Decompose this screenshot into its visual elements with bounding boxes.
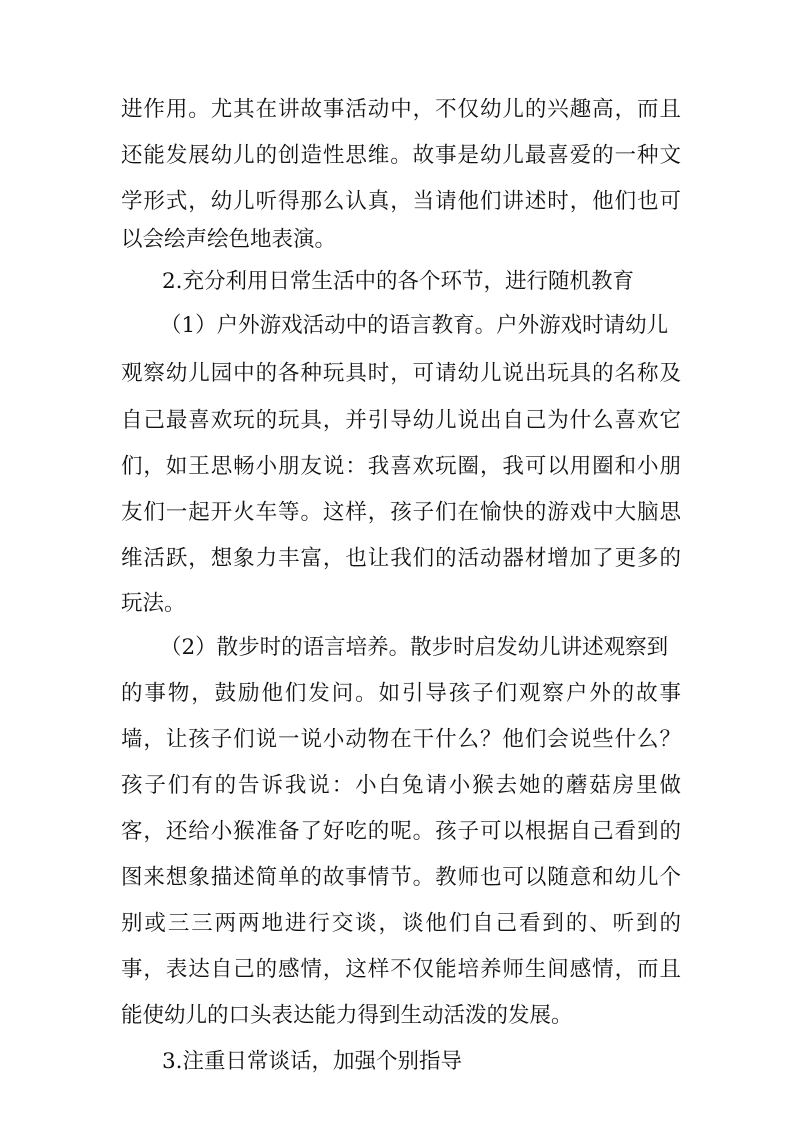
text-line-15: 墙，让孩子们说一说小动物在干什么？他们会说些什么？ [121,727,681,752]
text-line-8: 自己最喜欢玩的玩具，并引导幼儿说出自己为什么喜欢它 [121,408,681,433]
subsection-1-first-line: （1）户外游戏活动中的语言教育。户外游戏时请幼儿 [160,313,669,338]
text-line-17: 客，还给小猴准备了好吃的呢。孩子可以根据自己看到的 [121,819,681,844]
text-line-2: 还能发展幼儿的创造性思维。故事是幼儿最喜爱的一种文 [121,143,681,168]
text-line-19: 别或三三两两地进行交谈，谈他们自己看到的、听到的 [121,911,681,936]
text-line-18: 图来想象描述简单的故事情节。教师也可以随意和幼儿个 [121,865,681,890]
section-heading-2: 2.充分利用日常生活中的各个环节，进行随机教育 [162,269,635,294]
text-line-7: 观察幼儿园中的各种玩具时，可请幼儿说出玩具的名称及 [121,361,681,386]
text-line-10: 友们一起开火车等。这样，孩子们在愉快的游戏中大脑思 [121,500,681,525]
text-line-20: 事，表达自己的感情，这样不仅能培养师生间感情，而且 [121,957,681,982]
text-line-12: 玩法。 [121,591,186,616]
text-line-21: 能使幼儿的口头表达能力得到生动活泼的发展。 [121,1003,573,1028]
text-line-3: 学形式，幼儿听得那么认真，当请他们讲述时，他们也可 [121,189,681,214]
text-line-11: 维活跃，想象力丰富，也让我们的活动器材增加了更多的 [121,546,681,571]
subsection-2-first-line: （2）散步时的语言培养。散步时启发幼儿讲述观察到 [160,635,669,660]
text-line-1: 进作用。尤其在讲故事活动中，不仅幼儿的兴趣高，而且 [121,97,681,122]
section-heading-3: 3.注重日常谈话，加强个别指导 [162,1049,463,1074]
text-line-16: 孩子们有的告诉我说：小白兔请小猴去她的蘑菇房里做 [121,773,681,798]
text-line-9: 们，如王思畅小朋友说：我喜欢玩圈，我可以用圈和小朋 [121,454,681,479]
text-line-14: 的事物，鼓励他们发问。如引导孩子们观察户外的故事 [121,681,681,706]
text-line-4: 以会绘声绘色地表演。 [121,227,337,252]
